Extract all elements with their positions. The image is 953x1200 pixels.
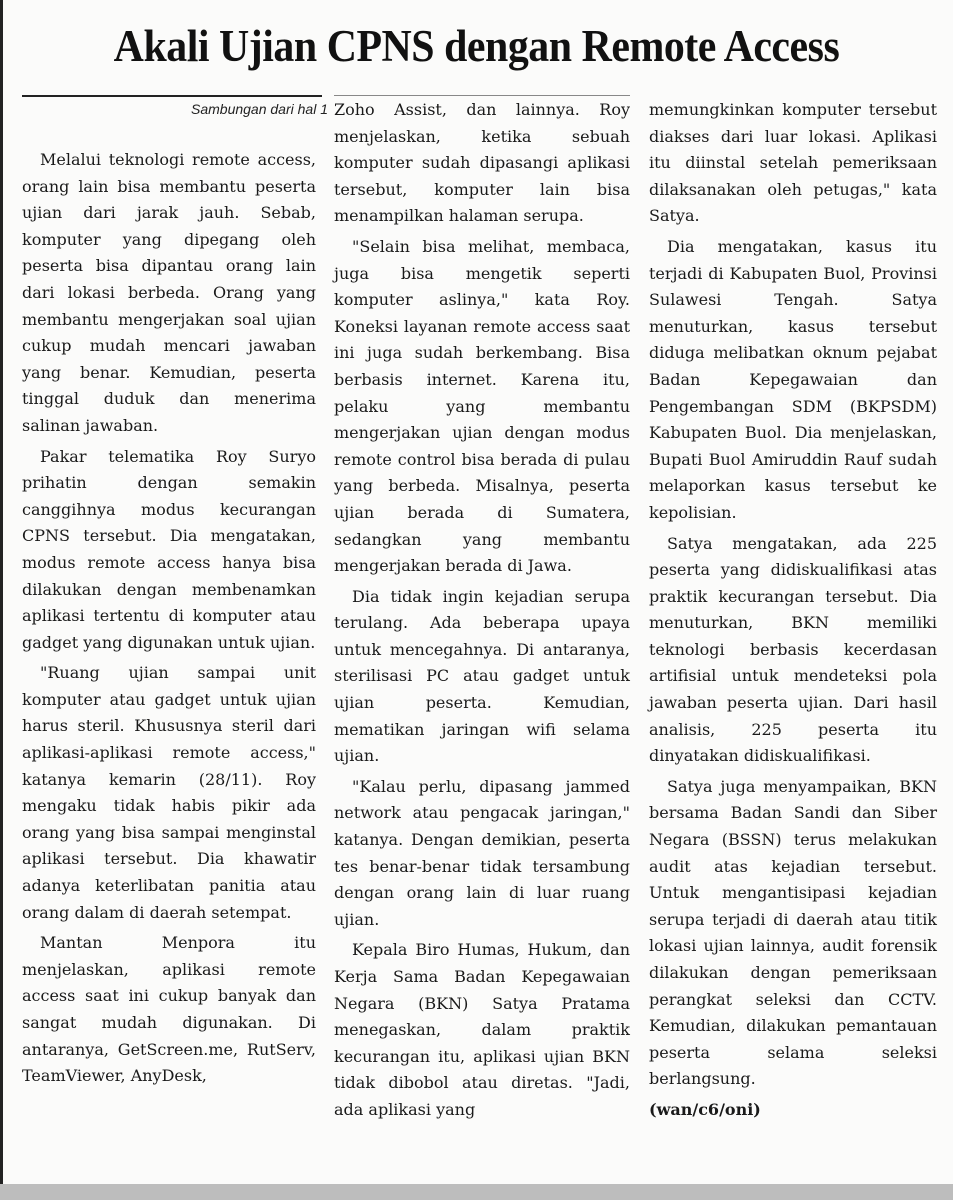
paragraph: Dia mengatakan, kasus itu terjadi di Kabupaten Buol, Provinsi Sulawesi Tengah. Satya menuturkan, kasus tersebut diduga melibatkan oknum pejabat Badan Kepegawaian dan Pengembangan SDM (BKPSDM) Kabupaten Buol. Dia menjelaskan, Bupati Buol Amiruddin Rauf sudah melaporkan kasus tersebut ke kepolisian. xyxy=(649,236,937,522)
column-1 xyxy=(22,147,316,1090)
paragraph: Mantan Menpora itu menjelaskan, aplikasi remote access saat ini cukup banyak dan sangat mudah digunakan. Di antaranya, GetScreen.me, RutServ, TeamViewer, AnyDesk, xyxy=(22,933,316,1086)
page-edge xyxy=(0,0,3,1200)
paragraph: Melalui teknologi remote access, orang lain bisa membantu peserta ujian dari jarak jauh. Sebab, komputer yang dipegang oleh peserta bisa dipantau orang lain dari lokasi berbeda. Orang yang membantu mengerjakan soal ujian cukup mudah mencari jawaban yang benar. Kemudian, peserta tinggal duduk dan menerima salinan jawaban. xyxy=(22,150,316,435)
paragraph: "Ruang ujian sampai unit komputer atau gadget untuk ujian harus steril. Khususnya steril dari aplikasi-aplikasi remote access," katanya kemarin (28/11). Roy mengaku tidak habis pikir ada orang yang bisa sampai menginstal aplikasi tersebut. Dia khawatir adanya keterlibatan panitia atau orang dalam di daerah setempat. xyxy=(22,663,316,922)
page-bottom-edge xyxy=(0,1184,953,1200)
column-3 xyxy=(649,97,937,1124)
byline-signature xyxy=(649,1097,937,1124)
paragraph: Kepala Biro Humas, Hukum, dan Kerja Sama Badan Kepegawaian Negara (BKN) Satya Pratama menegaskan, dalam praktik kecurangan itu, aplikasi ujian BKN tidak dibobol atau diretas. "Jadi, ada aplikasi yang xyxy=(334,940,630,1119)
paragraph: Zoho Assist, dan lainnya. Roy menjelaskan, ketika sebuah komputer sudah dipasangi aplikasi tersebut, komputer lain bisa menampilkan halaman serupa. xyxy=(334,100,630,226)
paragraph: "Kalau perlu, dipasang jammed network atau pengacak jaringan," katanya. Dengan demikian, peserta tes benar-benar tidak tersambung dengan orang lain di luar ruang ujian. xyxy=(334,776,630,929)
signature: (wan/c6/oni) xyxy=(649,1099,761,1119)
continued-from-label: Sambungan dari hal 1 xyxy=(191,101,328,117)
headline: Akali Ujian CPNS dengan Remote Access xyxy=(113,21,840,71)
paragraph: Pakar telematika Roy Suryo prihatin dengan semakin canggihnya modus kecurangan CPNS tersebut. Dia mengatakan, modus remote access hanya bisa dilakukan dengan membenamkan aplikasi tertentu di komputer atau gadget yang digunakan untuk ujian. xyxy=(22,446,316,652)
rule-column-2 xyxy=(334,95,630,96)
paragraph: Satya mengatakan, ada 225 peserta yang didiskualifikasi atas praktik kecurangan tersebut. Dia menuturkan, BKN memiliki teknologi berbasis kecerdasan artifisial untuk mendeteksi pola jawaban peserta ujian. Dari hasil analisis, 225 peserta itu dinyatakan didiskualifikasi. xyxy=(649,533,937,766)
paragraph: "Selain bisa melihat, membaca, juga bisa mengetik seperti komputer aslinya," kata Roy. Koneksi layanan remote access saat ini juga sudah berkembang. Bisa berbasis internet. Karena itu, pelaku yang membantu mengerjakan ujian dengan modus remote control bisa berada di pulau yang berbeda. Misalnya, peserta ujian berada di Sumatera, sedangkan yang membantu mengerjakan berada di Jawa. xyxy=(334,236,630,576)
paragraph: Dia tidak ingin kejadian serupa terulang. Ada beberapa upaya untuk mencegahnya. Di antaranya, sterilisasi PC atau gadget untuk ujian peserta. Kemudian, mematikan jaringan wifi selama ujian. xyxy=(334,586,630,766)
rule-under-headline-left xyxy=(22,95,322,97)
column-2 xyxy=(334,97,630,1124)
paragraph: memungkinkan komputer tersebut diakses dari luar lokasi. Aplikasi itu diinstal setelah pemeriksaan dilaksanakan oleh petugas," kata Satya. xyxy=(649,100,937,226)
paragraph: Satya juga menyampaikan, BKN bersama Badan Sandi dan Siber Negara (BSSN) terus melakukan audit atas kejadian tersebut. Untuk mengantisipasi kejadian serupa terjadi di daerah atau titik lokasi ujian lainnya, audit forensik dilakukan dengan pemeriksaan perangkat seleksi dan CCTV. Kemudian, dilakukan pemantauan peserta selama seleksi berlangsung. xyxy=(649,776,937,1089)
